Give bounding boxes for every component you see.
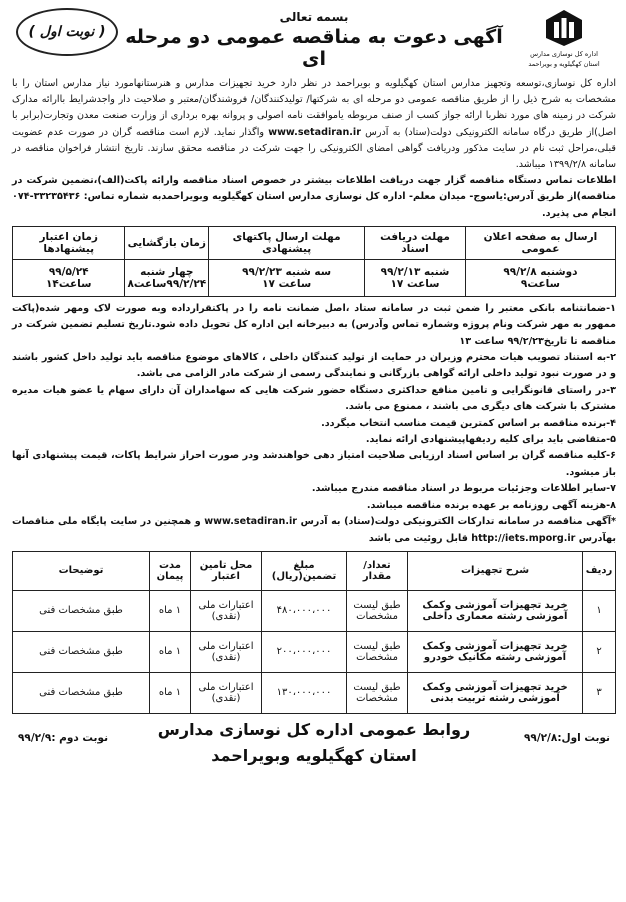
- schedule-header: زمان اعتبار پیشنهادها: [13, 226, 125, 259]
- row-description: خرید تجهیزات آموزشی وکمک آموزشی رشته مکانیک خودرو: [408, 631, 583, 672]
- row-guarantee: ۴۸۰،۰۰۰،۰۰۰: [262, 590, 347, 631]
- row-index: ۱: [583, 590, 616, 631]
- intro-text: [12, 76, 616, 222]
- conditions-list: [12, 301, 616, 547]
- row-index: ۳: [583, 672, 616, 713]
- notice-footer: [12, 720, 616, 780]
- row-description: خرید تجهیزات آموزشی وکمک آموزشی رشته معماری داخلی: [408, 590, 583, 631]
- intro-part-b: واگذار نماید. لازم است مناقصه گران در صورت عدم عضویت قبلی،مراحل ثبت نام در سایت مذکور ودریافت گواهی امضای الکترونیکی را جهت شرکت در مناقصه محقق سازند. تاریخ انتشار فراخوان مناقصه در سامانه ۱۳۹۹/۲/۸ میباشد.: [12, 126, 616, 171]
- condition-item: ۵-متقاضی باید برای کلیه ردیفهاپیشنهادی ارائه نماید.: [365, 434, 616, 446]
- row-notes: طبق مشخصات فنی: [13, 590, 150, 631]
- row-funding: اعتبارات ملی (نقدی): [191, 631, 262, 672]
- contact-paragraph: اطلاعات تماس دستگاه مناقصه گزار جهت دریافت اطلاعات بیشتر در خصوص اسناد مناقصه وارائه پاکت(الف)،تضمین شرکت در مناقصه)از طریق آدرس:یاسوج- میدان معلم- اداره کل نوسازی مدارس استان کهگیلویه وبویراحمدبه شماره تماس: ۳۳۲۳۵۴۳۶-۰۷۴ انجام می پذیرد.: [12, 175, 616, 219]
- condition-item: ۶-کلیه مناقصه گران بر اساس اسناد ارزیابی صلاحیت امتیاز دهی خواهندشد ودر صورت احراز شرایط پاکات، قیمت پیشنهادی آنها باز میشود.: [12, 450, 616, 478]
- equipment-header: مبلغ تضمین(ریال): [262, 551, 347, 590]
- tender-notice: [12, 8, 616, 780]
- row-quantity: طبق لیست مشخصات: [347, 631, 408, 672]
- intro-paragraph: [12, 76, 616, 173]
- row-duration: ۱ ماه: [150, 672, 191, 713]
- second-publication-date: نوبت دوم :۹۹/۲/۹: [18, 731, 109, 744]
- row-index: ۲: [583, 631, 616, 672]
- row-quantity: طبق لیست مشخصات: [347, 590, 408, 631]
- first-publication-date: نوبت اول:۹۹/۲/۸: [524, 731, 610, 744]
- equipment-header: توضیحات: [13, 551, 150, 590]
- condition-item: ۱-ضمانتنامه بانکی معتبر را ضمن ثبت در سامانه ستاد ،اصل ضمانت نامه را در پاکتقرارداده وبه صورت لاک ومهر شده(پاکت ممهور به مهر شرکت ونام پروژه وشماره تماس وآدرس) به دبیرخانه این اداره کل تحویل داده شود.تاریخ تسلیم تضمین شرکت در مناقصه تا تاریخ۹۹/۲/۲۳ ساعت ۱۳: [12, 302, 616, 347]
- portal-note: *آگهی مناقصه در سامانه تدارکات الکترونیکی دولت(ستاد) به آدرس www.setadiran.ir و همچنین در سایت پایگاه ملی مناقصات بهآدرس http://iets.mporg.ir قابل روئیت می باشد: [12, 516, 616, 544]
- row-funding: اعتبارات ملی (نقدی): [191, 590, 262, 631]
- table-row: [13, 672, 616, 713]
- schedule-header: مهلت دریافت اسناد: [365, 226, 466, 259]
- condition-item: ۳-در راستای قانونگرایی و تامین منافع حداکثری دستگاه حضور شرکت هایی که سهامداران آن دارای سهام یا عضو هیات مدیره مشترک با شرکت های دیگری می باشند ، ممنوع می باشد.: [12, 384, 616, 413]
- table-row: [13, 590, 616, 631]
- schedule-cell: سه شنبه ۹۹/۲/۲۳ ساعت ۱۷: [209, 259, 365, 296]
- equipment-header: محل تامین اعتبار: [191, 551, 262, 590]
- row-guarantee: ۱۳۰،۰۰۰،۰۰۰: [262, 672, 347, 713]
- table-row: [13, 631, 616, 672]
- row-quantity: طبق لیست مشخصات: [347, 672, 408, 713]
- organization-logo: [518, 8, 610, 68]
- schedule-cell: چهار شنبه ۹۹/۲/۲۴ساعت۸: [125, 259, 209, 296]
- equipment-header: شرح تجهیزات: [408, 551, 583, 590]
- setad-url-note: www.setadiran.ir: [204, 516, 297, 528]
- schedule-table: [12, 226, 616, 297]
- schedule-cell: شنبه ۹۹/۲/۱۳ ساعت ۱۷: [365, 259, 466, 296]
- equipment-header: مدت پیمان: [150, 551, 191, 590]
- row-guarantee: ۲۰۰،۰۰۰،۰۰۰: [262, 631, 347, 672]
- schedule-header: زمان بازگشایی: [125, 226, 209, 259]
- iets-url: http://iets.mporg.ir: [471, 532, 576, 544]
- setad-url: www.setadiran.ir: [268, 126, 361, 138]
- notice-title: آگهی دعوت به مناقصه عمومی دو مرحله ای: [125, 26, 503, 70]
- equipment-header: تعداد/ مقدار: [347, 551, 408, 590]
- schedule-cell: دوشنبه ۹۹/۲/۸ ساعت۹: [465, 259, 615, 296]
- condition-item: ۲-به استناد تصویب هیات محترم وزیران در حمایت از تولید کنندگان داخلی ، کالاهای موضوع مناقصه باید تولید داخل کشور باشند و در صورت نبود تولید داخلی ارائه گواهی بازرگانی و نمایندگی رسمی از شرکت مادر الزامی می باشد.: [12, 352, 616, 380]
- intro-part-a: اداره کل نوسازی،توسعه وتجهیز مدارس استان کهگیلویه و بویراحمد در نظر دارد خرید تجهیزات مدارس و هنرستانهامورد نیاز مدارس استان را با مشخصات به شرح ذیل را از طریق مناقصه عمومی دو مرحله ای به شرکتها/ تولیدکنندگان/ فروشندگان/معتبر و صلاحیت دار واجدشرایط باارائه مدارک شرکت در زمینه های مورد نظربا ارائه جواز کسب از صنف مربوطه یاموافقت نامه اصولی و پروانه بهره برداری از وزارت صنعت معدن وتجارت(برابر با اصل)از طریق درگاه سامانه الکترونیکی دولت(ستاد) به آدرس: [12, 78, 616, 138]
- row-notes: طبق مشخصات فنی: [13, 672, 150, 713]
- schedule-header-row: [13, 226, 616, 259]
- condition-item: ۷-سایر اطلاعات وجزئیات مربوط در اسناد مناقصه مندرج میباشد.: [311, 483, 616, 495]
- footer-org-line1: روابط عمومی اداره کل نوسازی مدارس: [157, 719, 471, 739]
- row-description: خرید تجهیزات آموزشی وکمک آموزشی رشته تربیت بدنی: [408, 672, 583, 713]
- row-duration: ۱ ماه: [150, 590, 191, 631]
- condition-item: ۴-برنده مناقصه بر اساس کمترین قیمت مناسب انتخاب میگردد.: [321, 417, 616, 429]
- row-duration: ۱ ماه: [150, 631, 191, 672]
- basmala: بسمه تعالی: [279, 10, 349, 24]
- condition-item: ۸-هزینه آگهی روزنامه بر عهده برنده مناقصه میباشد.: [366, 499, 616, 511]
- emblem-icon: [542, 8, 586, 48]
- equipment-header: ردیف: [583, 551, 616, 590]
- org-name-line2: استان کهگیلویه و بویراحمد: [528, 60, 600, 68]
- schedule-header: مهلت ارسال پاکتهای پیشنهادی: [209, 226, 365, 259]
- equipment-header-row: [13, 551, 616, 590]
- org-name-line1: اداره کل نوسازی مدارس: [530, 50, 598, 58]
- row-notes: طبق مشخصات فنی: [13, 631, 150, 672]
- publication-badge: ( نوبت اول ): [16, 8, 118, 56]
- notice-header: [12, 8, 616, 70]
- schedule-row: [13, 259, 616, 296]
- row-funding: اعتبارات ملی (نقدی): [191, 672, 262, 713]
- footer-org-line2: استان کهگیلویه وبویراحمد: [211, 745, 417, 765]
- schedule-header: ارسال به صفحه اعلان عمومی: [465, 226, 615, 259]
- schedule-cell: ۹۹/۵/۲۴ ساعت۱۴: [13, 259, 125, 296]
- equipment-table: [12, 551, 616, 714]
